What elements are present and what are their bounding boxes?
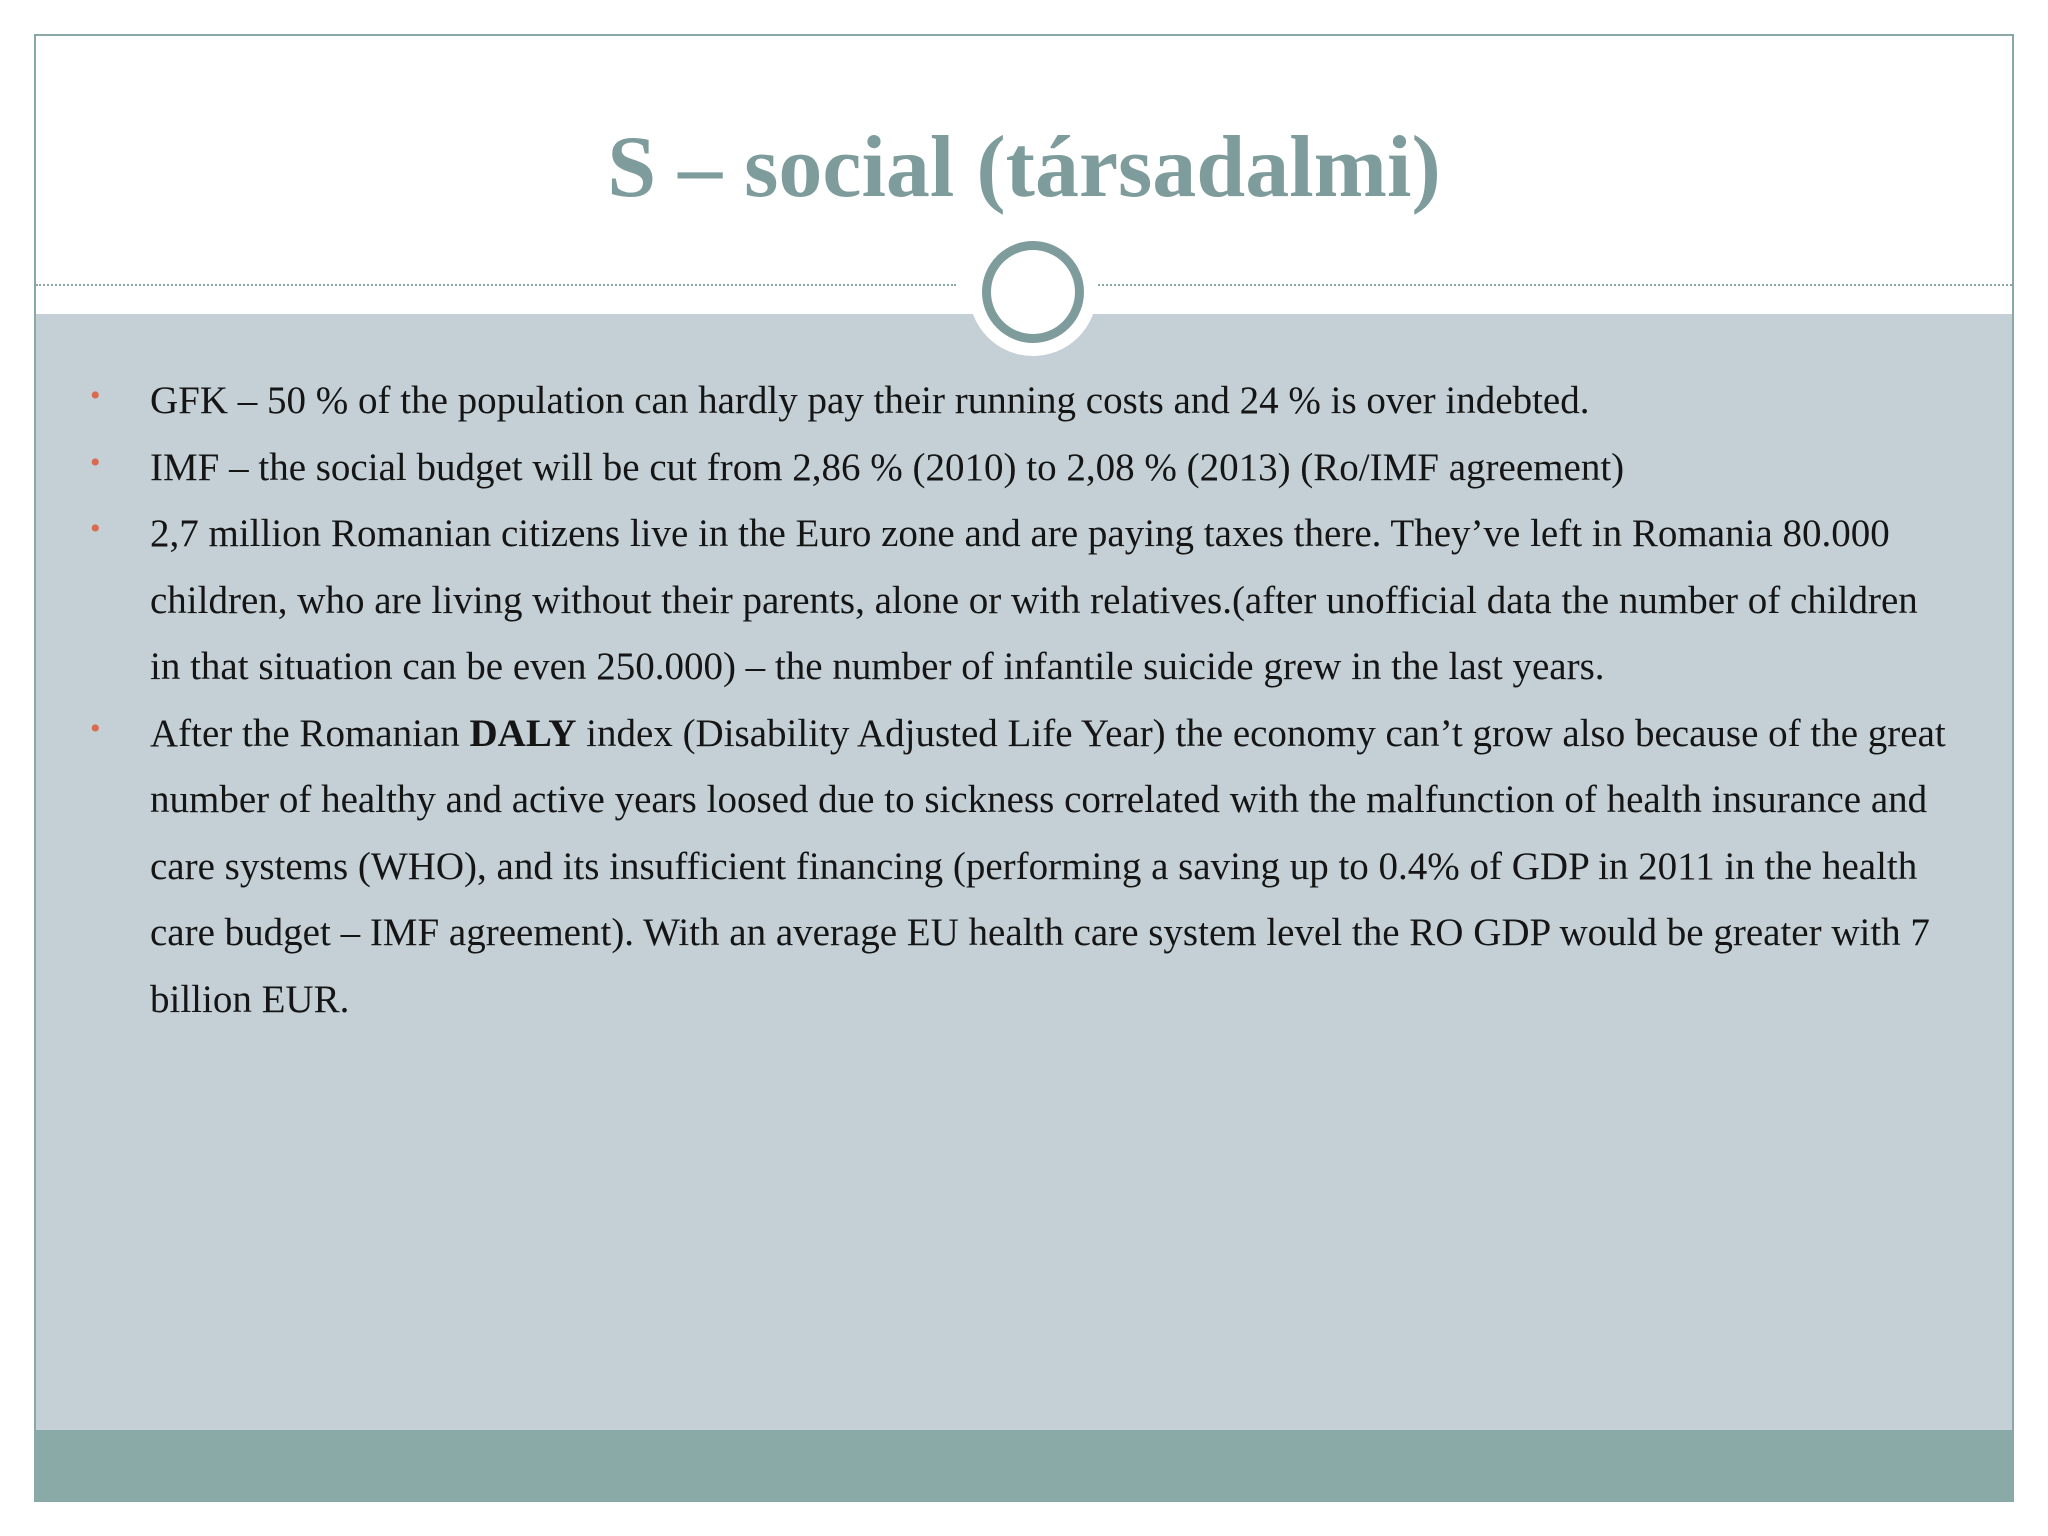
bullet-text: 2,7 million Romanian citizens live in the Euro zone and are paying taxes there. They’ve left in Romania 80.000 children, who are living without their parents, alone or with relatives.(after unofficial data the number of children in that situation can be even 250.000) – the number of infantile suicide grew in the last years. — [150, 512, 1918, 688]
bullet-item — [36, 501, 2012, 701]
bullet-marker-icon: • — [90, 445, 101, 479]
slide — [34, 34, 2014, 1502]
slide-title: S – social (társadalmi) — [607, 119, 1441, 216]
title-divider-left — [36, 284, 956, 286]
bullet-text: GFK – 50 % of the population can hardly pay their running costs and 24 % is over indebted. — [150, 379, 1590, 422]
bullet-marker-icon: • — [90, 512, 101, 545]
bullet-text-after: index (Disability Adjusted Life Year) the economy can’t grow also because of the great number of healthy and active years loosed due to sickness correlated with the malfunction of health insurance and care systems (WHO), and its insufficient financing (performing a saving up to 0.4% of GDP in 2011 in the health care budget – IMF agreement). With an average EU health care system level the RO GDP would be greater with 7 billion EUR. — [150, 711, 1946, 1021]
circle-ornament — [969, 228, 1097, 356]
bullet-text-before: After the Romanian — [150, 711, 470, 755]
bullet-item — [36, 435, 2012, 502]
bullet-marker-icon: • — [90, 379, 101, 412]
bullet-text: IMF – the social budget will be cut from 2,86 % (2010) to 2,08 % (2013) (Ro/IMF agreement) — [150, 445, 1625, 489]
bullet-text-bold: DALY — [469, 711, 577, 755]
bullet-marker-icon: • — [90, 711, 101, 745]
bullet-item — [36, 701, 2012, 1034]
bullet-list — [36, 368, 2012, 1033]
circle-ring-icon — [982, 241, 1084, 343]
title-divider-right — [1094, 284, 2014, 286]
footer-band — [36, 1430, 2012, 1500]
bullet-item — [36, 368, 2012, 435]
